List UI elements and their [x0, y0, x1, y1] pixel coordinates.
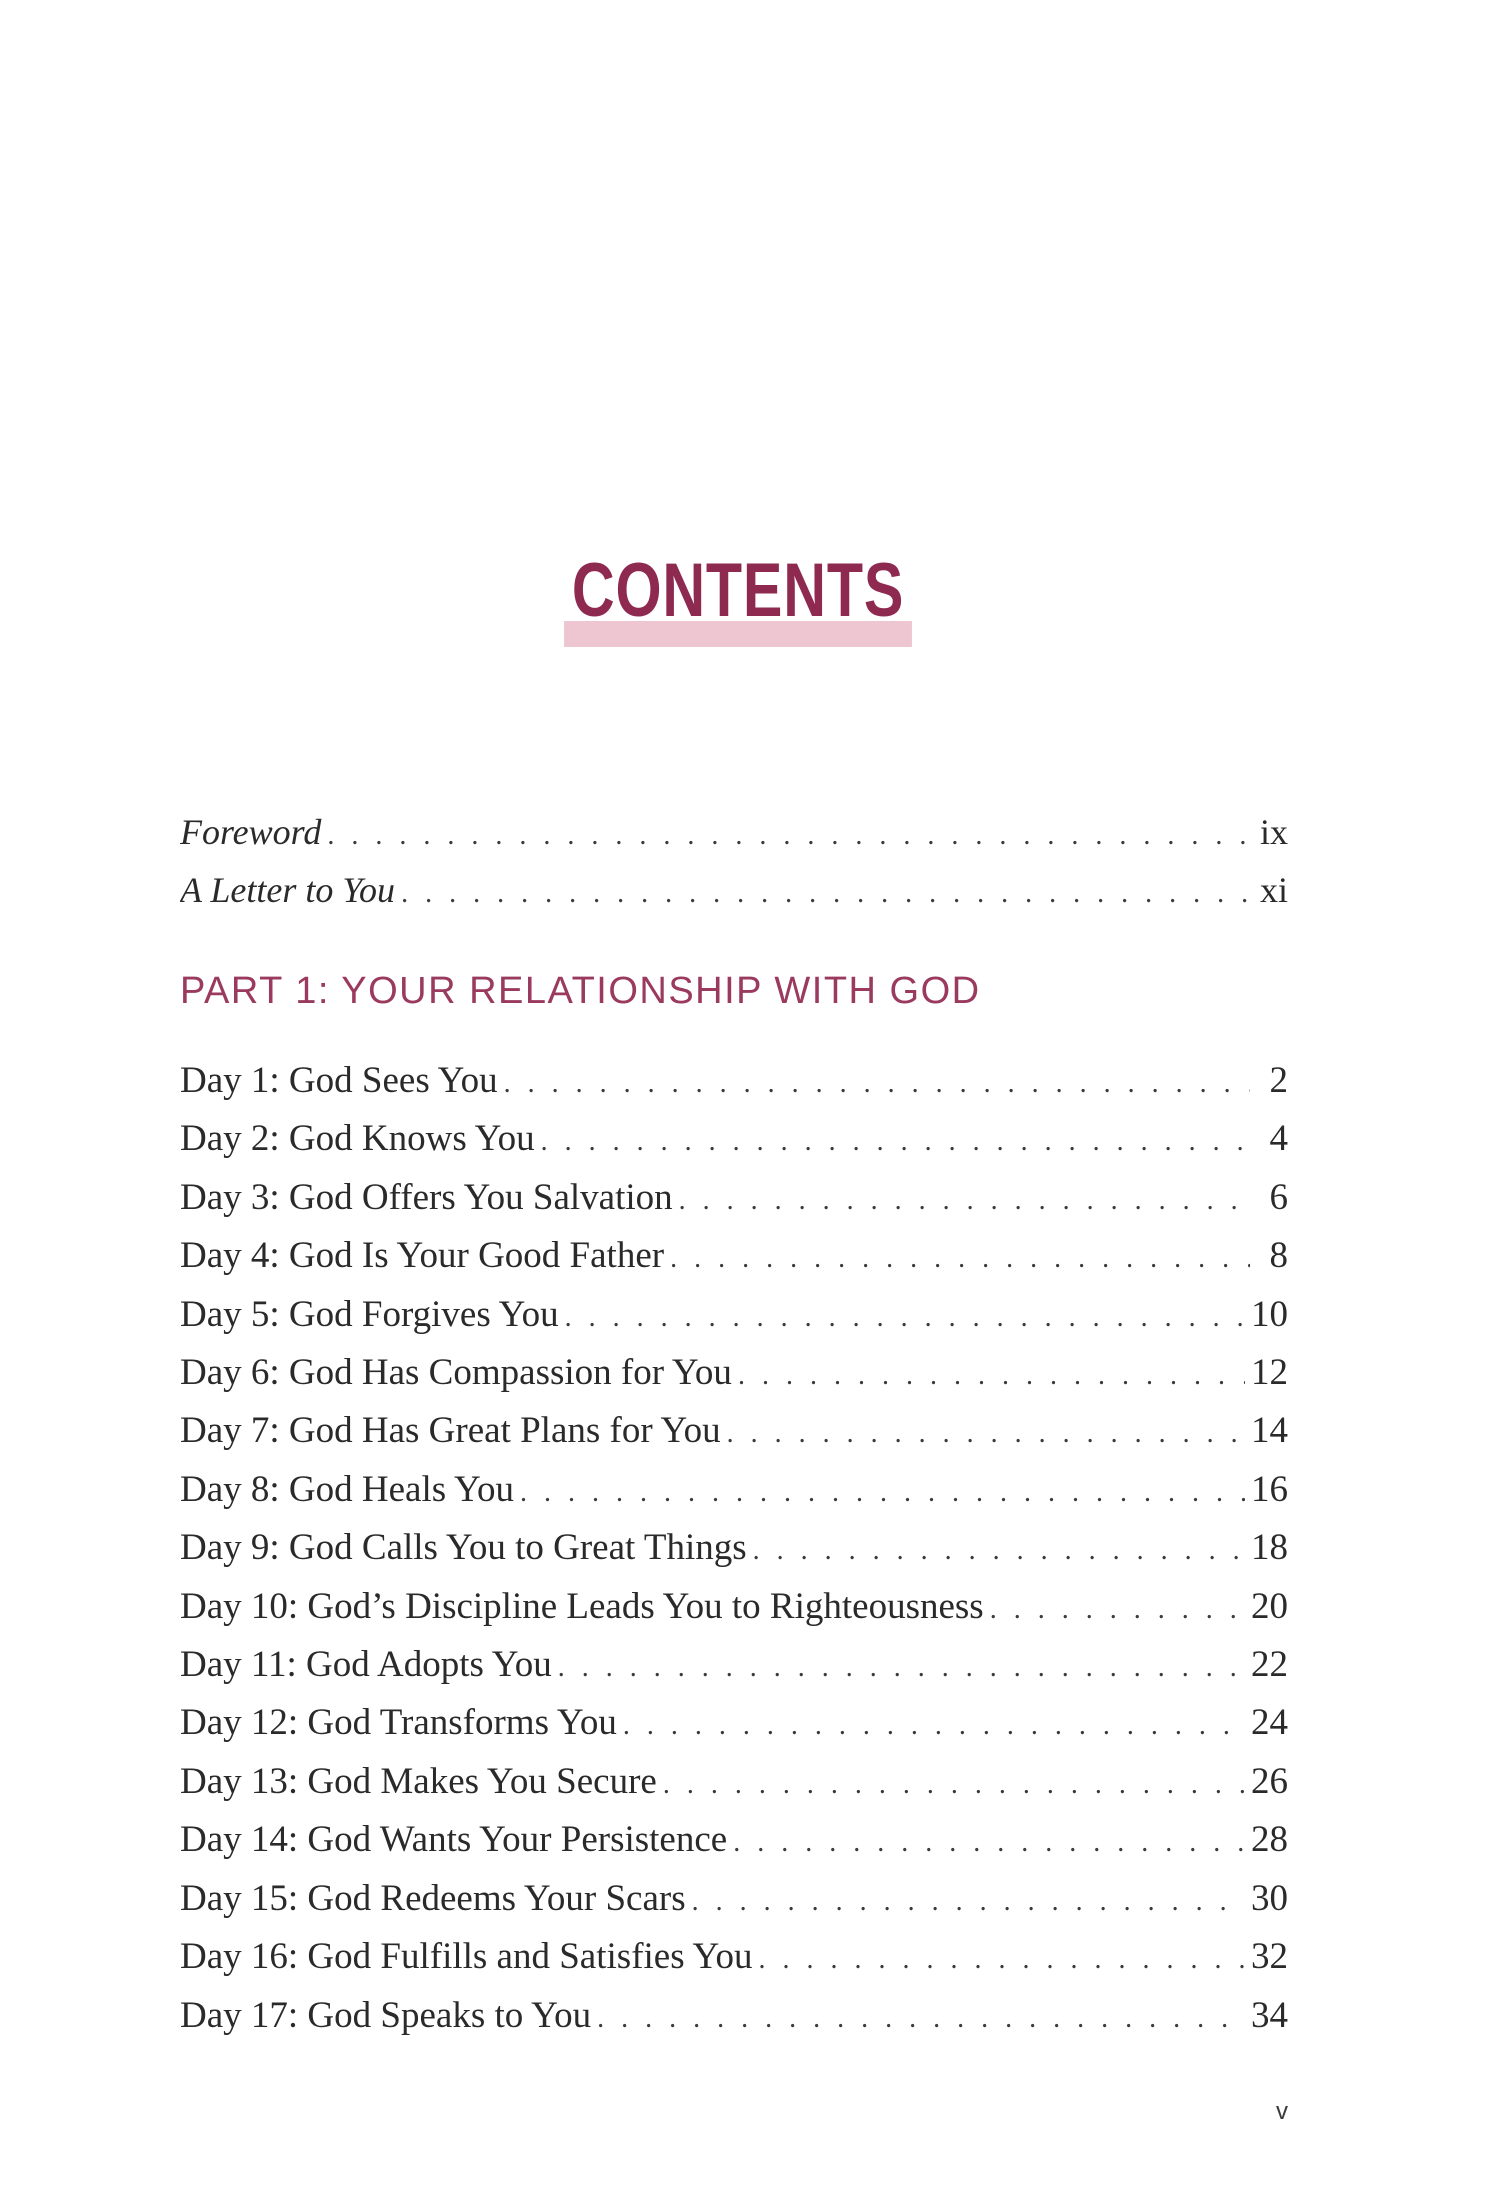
- toc-entry[interactable]: [180, 1754, 1288, 1812]
- toc-entry-page: 32: [1251, 1936, 1288, 1978]
- toc-entry-page: 16: [1251, 1468, 1288, 1510]
- part-heading: PART 1: YOUR RELATIONSHIP WITH GOD: [180, 970, 981, 1012]
- toc-entry[interactable]: [180, 1929, 1288, 1987]
- toc-entry[interactable]: [180, 1403, 1288, 1461]
- dot-leader: [753, 1523, 1245, 1578]
- toc-entry-label: A Letter to You: [180, 870, 396, 911]
- toc-entry[interactable]: [180, 863, 1288, 921]
- toc-entry-label: Day 8: God Heals You: [180, 1468, 515, 1510]
- toc-entry-label: Day 15: God Redeems Your Scars: [180, 1877, 686, 1919]
- toc-entry-label: Day 2: God Knows You: [180, 1118, 535, 1160]
- toc-entry-page: 18: [1251, 1527, 1288, 1569]
- toc-entry-label: Foreword: [180, 812, 322, 852]
- toc-entry[interactable]: [180, 1462, 1288, 1520]
- toc-entry-label: Day 17: God Speaks to You: [180, 1994, 592, 2036]
- toc-entry[interactable]: [180, 1812, 1288, 1870]
- toc-entry[interactable]: [180, 1287, 1288, 1345]
- dot-leader: [670, 1231, 1250, 1286]
- toc-entry-page: 6: [1269, 1176, 1288, 1218]
- dot-leader: [759, 1932, 1245, 1987]
- dot-leader: [327, 808, 1250, 863]
- dot-leader: [733, 1815, 1245, 1870]
- toc-entry[interactable]: [180, 1345, 1288, 1403]
- toc-entry-page: 2: [1269, 1060, 1288, 1101]
- dot-leader: [623, 1698, 1245, 1753]
- toc-entry[interactable]: [180, 1579, 1288, 1637]
- dot-leader: [504, 1056, 1250, 1111]
- part1-entry-list: [180, 1053, 1288, 2046]
- dot-leader: [520, 1465, 1245, 1520]
- toc-entry[interactable]: [180, 1520, 1288, 1578]
- dot-leader: [565, 1290, 1245, 1345]
- toc-entry[interactable]: [180, 1228, 1288, 1286]
- toc-entry-page: 22: [1251, 1644, 1288, 1686]
- toc-entry[interactable]: [180, 1170, 1288, 1228]
- dot-leader: [558, 1640, 1245, 1695]
- toc-entry-page: 14: [1251, 1410, 1288, 1452]
- toc-entry[interactable]: [180, 1053, 1288, 1111]
- toc-entry-page: 12: [1251, 1352, 1288, 1394]
- toc-entry-page: 26: [1251, 1760, 1288, 1802]
- toc-entry[interactable]: [180, 1988, 1288, 2046]
- toc-entry-label: Day 9: God Calls You to Great Things: [180, 1527, 747, 1569]
- toc-entry-page: 4: [1269, 1118, 1288, 1160]
- dot-leader: [990, 1582, 1245, 1637]
- toc-entry-page: 28: [1251, 1819, 1288, 1861]
- toc-entry-page: ix: [1259, 812, 1288, 852]
- toc-entry-label: Day 5: God Forgives You: [180, 1293, 559, 1335]
- title-block: [0, 548, 1476, 633]
- dot-leader: [401, 866, 1250, 921]
- toc-entry[interactable]: [180, 805, 1288, 863]
- toc-entry[interactable]: [180, 1111, 1288, 1169]
- page-number: v: [1276, 2098, 1288, 2125]
- dot-leader: [692, 1874, 1245, 1929]
- dot-leader: [541, 1114, 1250, 1169]
- toc-entry-label: Day 13: God Makes You Secure: [180, 1760, 657, 1802]
- dot-leader: [727, 1406, 1245, 1461]
- toc-entry-label: Day 10: God’s Discipline Leads You to Righteousness: [180, 1585, 984, 1627]
- toc-entry-label: Day 4: God Is Your Good Father: [180, 1235, 665, 1277]
- toc-entry-label: Day 7: God Has Great Plans for You: [180, 1410, 721, 1452]
- toc-entry-page: 20: [1251, 1585, 1288, 1627]
- dot-leader: [679, 1173, 1250, 1228]
- front-matter-list: [180, 805, 1288, 922]
- toc-entry-label: Day 14: God Wants Your Persistence: [180, 1819, 728, 1861]
- dot-leader: [597, 1991, 1245, 2046]
- toc-entry[interactable]: [180, 1695, 1288, 1753]
- toc-entry-page: xi: [1259, 870, 1288, 911]
- toc-entry-label: Day 12: God Transforms You: [180, 1702, 617, 1744]
- toc-entry-page: 10: [1251, 1293, 1288, 1335]
- toc-entry-label: Day 3: God Offers You Salvation: [180, 1176, 673, 1218]
- toc-entry-page: 8: [1269, 1235, 1288, 1277]
- dot-leader: [663, 1757, 1245, 1812]
- toc-entry-label: Day 11: God Adopts You: [180, 1644, 552, 1686]
- page-title: CONTENTS: [569, 553, 908, 629]
- dot-leader: [738, 1348, 1245, 1403]
- toc-entry-page: 30: [1251, 1877, 1288, 1919]
- toc-entry[interactable]: [180, 1871, 1288, 1929]
- toc-entry-page: 34: [1251, 1994, 1288, 2036]
- toc-entry[interactable]: [180, 1637, 1288, 1695]
- toc-entry-label: Day 16: God Fulfills and Satisfies You: [180, 1936, 753, 1978]
- toc-entry-label: Day 6: God Has Compassion for You: [180, 1352, 732, 1394]
- toc-entry-page: 24: [1251, 1702, 1288, 1744]
- toc-entry-label: Day 1: God Sees You: [180, 1060, 498, 1101]
